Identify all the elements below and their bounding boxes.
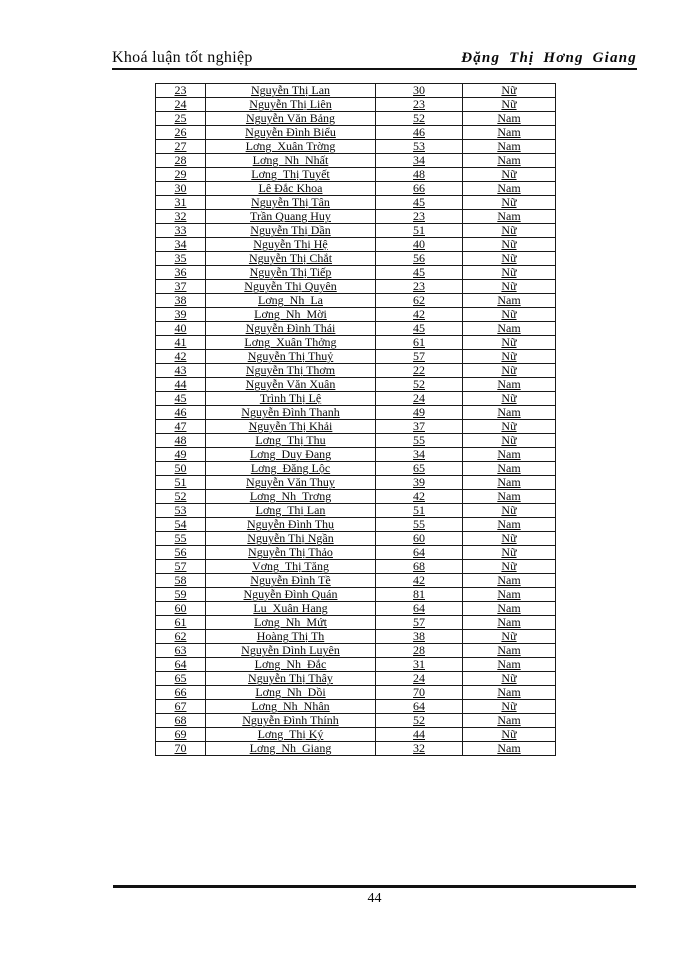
cell-name: Nguyễn Đình Quán bbox=[206, 588, 376, 602]
cell-gender: Nam bbox=[463, 378, 556, 392]
cell-no: 41 bbox=[156, 336, 206, 350]
cell-age: 42 bbox=[376, 574, 463, 588]
table-row bbox=[156, 322, 556, 336]
cell-name: Hoàng Thị Th bbox=[206, 630, 376, 644]
cell-no: 65 bbox=[156, 672, 206, 686]
cell-name: Nguyễn Thị Hệ bbox=[206, 238, 376, 252]
cell-no: 25 bbox=[156, 112, 206, 126]
cell-name: Lơng Nh Giang bbox=[206, 742, 376, 756]
author-name: Đặng Thị Hơng Giang bbox=[461, 50, 637, 66]
cell-age: 32 bbox=[376, 742, 463, 756]
cell-gender: Nữ bbox=[463, 364, 556, 378]
cell-age: 42 bbox=[376, 490, 463, 504]
cell-gender: Nữ bbox=[463, 266, 556, 280]
cell-name: Nguyễn Thị Ngần bbox=[206, 532, 376, 546]
cell-name: Lơng Thị Thu bbox=[206, 434, 376, 448]
table-row bbox=[156, 84, 556, 98]
cell-name: Nguyễn Thị Khải bbox=[206, 420, 376, 434]
cell-age: 52 bbox=[376, 112, 463, 126]
cell-age: 51 bbox=[376, 224, 463, 238]
cell-gender: Nam bbox=[463, 658, 556, 672]
cell-no: 30 bbox=[156, 182, 206, 196]
cell-name: Nguyễn Thị Thuỷ bbox=[206, 350, 376, 364]
cell-age: 51 bbox=[376, 504, 463, 518]
cell-age: 64 bbox=[376, 602, 463, 616]
table-row bbox=[156, 546, 556, 560]
cell-no: 23 bbox=[156, 84, 206, 98]
cell-gender: Nam bbox=[463, 588, 556, 602]
cell-name: Trình Thị Lệ bbox=[206, 392, 376, 406]
cell-age: 64 bbox=[376, 546, 463, 560]
cell-age: 81 bbox=[376, 588, 463, 602]
cell-no: 63 bbox=[156, 644, 206, 658]
cell-gender: Nữ bbox=[463, 392, 556, 406]
table-row bbox=[156, 280, 556, 294]
cell-no: 56 bbox=[156, 546, 206, 560]
cell-no: 42 bbox=[156, 350, 206, 364]
table-row bbox=[156, 714, 556, 728]
cell-no: 40 bbox=[156, 322, 206, 336]
cell-gender: Nữ bbox=[463, 98, 556, 112]
cell-no: 64 bbox=[156, 658, 206, 672]
table-row bbox=[156, 742, 556, 756]
cell-no: 57 bbox=[156, 560, 206, 574]
cell-name: Lơng Nh Mời bbox=[206, 308, 376, 322]
cell-gender: Nam bbox=[463, 490, 556, 504]
cell-gender: Nữ bbox=[463, 168, 556, 182]
cell-gender: Nam bbox=[463, 126, 556, 140]
cell-age: 45 bbox=[376, 266, 463, 280]
cell-gender: Nam bbox=[463, 112, 556, 126]
cell-age: 30 bbox=[376, 84, 463, 98]
page-number: 44 bbox=[367, 891, 382, 906]
table-row bbox=[156, 602, 556, 616]
cell-no: 66 bbox=[156, 686, 206, 700]
cell-name: Trần Quang Huy bbox=[206, 210, 376, 224]
cell-name: Lơng Xuân Trờng bbox=[206, 140, 376, 154]
cell-name: Nguyễn Văn Bảng bbox=[206, 112, 376, 126]
table-row bbox=[156, 728, 556, 742]
cell-gender: Nam bbox=[463, 476, 556, 490]
cell-gender: Nữ bbox=[463, 252, 556, 266]
cell-no: 32 bbox=[156, 210, 206, 224]
cell-name: Nguyễn Dình Luyên bbox=[206, 644, 376, 658]
cell-no: 51 bbox=[156, 476, 206, 490]
cell-age: 66 bbox=[376, 182, 463, 196]
cell-name: Nguyễn Thị Liên bbox=[206, 98, 376, 112]
table-row bbox=[156, 392, 556, 406]
cell-no: 53 bbox=[156, 504, 206, 518]
cell-no: 46 bbox=[156, 406, 206, 420]
cell-age: 23 bbox=[376, 98, 463, 112]
table-row bbox=[156, 336, 556, 350]
table-row bbox=[156, 238, 556, 252]
table-row bbox=[156, 686, 556, 700]
cell-gender: Nữ bbox=[463, 434, 556, 448]
cell-gender: Nữ bbox=[463, 504, 556, 518]
cell-no: 33 bbox=[156, 224, 206, 238]
cell-gender: Nam bbox=[463, 686, 556, 700]
cell-gender: Nữ bbox=[463, 308, 556, 322]
cell-name: Lơng Nh Đắc bbox=[206, 658, 376, 672]
cell-no: 28 bbox=[156, 154, 206, 168]
cell-no: 43 bbox=[156, 364, 206, 378]
cell-age: 24 bbox=[376, 392, 463, 406]
cell-name: Lơng Nh Trơng bbox=[206, 490, 376, 504]
cell-gender: Nữ bbox=[463, 546, 556, 560]
cell-no: 27 bbox=[156, 140, 206, 154]
cell-no: 37 bbox=[156, 280, 206, 294]
cell-age: 22 bbox=[376, 364, 463, 378]
table-row bbox=[156, 434, 556, 448]
table-row bbox=[156, 98, 556, 112]
cell-gender: Nam bbox=[463, 602, 556, 616]
cell-no: 24 bbox=[156, 98, 206, 112]
cell-age: 57 bbox=[376, 616, 463, 630]
table-row bbox=[156, 560, 556, 574]
cell-name: Nguyễn Thị Thơm bbox=[206, 364, 376, 378]
table-row bbox=[156, 308, 556, 322]
table-row bbox=[156, 700, 556, 714]
cell-no: 49 bbox=[156, 448, 206, 462]
cell-name: Nguyễn Đình Thính bbox=[206, 714, 376, 728]
cell-age: 42 bbox=[376, 308, 463, 322]
cell-no: 67 bbox=[156, 700, 206, 714]
cell-gender: Nam bbox=[463, 322, 556, 336]
table-row bbox=[156, 168, 556, 182]
cell-gender: Nữ bbox=[463, 196, 556, 210]
cell-gender: Nữ bbox=[463, 84, 556, 98]
cell-gender: Nữ bbox=[463, 560, 556, 574]
cell-age: 34 bbox=[376, 154, 463, 168]
cell-no: 47 bbox=[156, 420, 206, 434]
cell-name: Nguyễn Thị Chắt bbox=[206, 252, 376, 266]
page-header bbox=[112, 42, 637, 70]
cell-age: 28 bbox=[376, 644, 463, 658]
table-row bbox=[156, 588, 556, 602]
cell-age: 40 bbox=[376, 238, 463, 252]
cell-name: Lơng Xuân Thởng bbox=[206, 336, 376, 350]
document-title: Khoá luận tốt nghiệp bbox=[112, 49, 253, 66]
cell-gender: Nữ bbox=[463, 420, 556, 434]
cell-name: Lu Xuân Hang bbox=[206, 602, 376, 616]
cell-name: Lơng Nh Dồi bbox=[206, 686, 376, 700]
cell-age: 37 bbox=[376, 420, 463, 434]
cell-age: 23 bbox=[376, 280, 463, 294]
table-row bbox=[156, 504, 556, 518]
cell-gender: Nữ bbox=[463, 630, 556, 644]
table-row bbox=[156, 462, 556, 476]
cell-no: 50 bbox=[156, 462, 206, 476]
cell-name: Nguyễn Thị Lan bbox=[206, 84, 376, 98]
cell-gender: Nam bbox=[463, 448, 556, 462]
cell-name: Lơng Thị Tuyết bbox=[206, 168, 376, 182]
cell-no: 70 bbox=[156, 742, 206, 756]
cell-no: 34 bbox=[156, 238, 206, 252]
cell-gender: Nam bbox=[463, 210, 556, 224]
table-row bbox=[156, 574, 556, 588]
cell-age: 24 bbox=[376, 672, 463, 686]
table-row bbox=[156, 112, 556, 126]
cell-gender: Nam bbox=[463, 294, 556, 308]
cell-gender: Nam bbox=[463, 616, 556, 630]
table-row bbox=[156, 252, 556, 266]
cell-gender: Nữ bbox=[463, 672, 556, 686]
table-row bbox=[156, 364, 556, 378]
cell-no: 45 bbox=[156, 392, 206, 406]
roster-table bbox=[155, 83, 556, 756]
table-row bbox=[156, 294, 556, 308]
cell-age: 70 bbox=[376, 686, 463, 700]
table-row bbox=[156, 420, 556, 434]
roster-table-body bbox=[156, 84, 556, 756]
cell-gender: Nam bbox=[463, 462, 556, 476]
cell-gender: Nữ bbox=[463, 224, 556, 238]
footer-rule bbox=[113, 885, 636, 888]
cell-name: Nguyễn Thị Tân bbox=[206, 196, 376, 210]
cell-name: Nguyễn Thị Dần bbox=[206, 224, 376, 238]
table-row bbox=[156, 350, 556, 364]
cell-gender: Nữ bbox=[463, 700, 556, 714]
table-row bbox=[156, 490, 556, 504]
cell-name: Lơng Thị Lan bbox=[206, 504, 376, 518]
cell-no: 61 bbox=[156, 616, 206, 630]
cell-no: 35 bbox=[156, 252, 206, 266]
cell-age: 55 bbox=[376, 518, 463, 532]
cell-no: 69 bbox=[156, 728, 206, 742]
cell-gender: Nam bbox=[463, 182, 556, 196]
cell-age: 45 bbox=[376, 196, 463, 210]
cell-no: 68 bbox=[156, 714, 206, 728]
cell-gender: Nam bbox=[463, 742, 556, 756]
cell-no: 52 bbox=[156, 490, 206, 504]
cell-name: Nguyễn Đình Biểu bbox=[206, 126, 376, 140]
cell-name: Nguyễn Đình Tề bbox=[206, 574, 376, 588]
cell-name: Nguyễn Thị Quyên bbox=[206, 280, 376, 294]
table-row bbox=[156, 616, 556, 630]
cell-name: Nguyễn Thị Thây bbox=[206, 672, 376, 686]
cell-no: 39 bbox=[156, 308, 206, 322]
cell-no: 62 bbox=[156, 630, 206, 644]
cell-gender: Nữ bbox=[463, 350, 556, 364]
cell-age: 39 bbox=[376, 476, 463, 490]
cell-gender: Nam bbox=[463, 406, 556, 420]
cell-name: Nguyễn Thị Thảo bbox=[206, 546, 376, 560]
cell-no: 44 bbox=[156, 378, 206, 392]
table-row bbox=[156, 644, 556, 658]
cell-name: Lơng Nh Mứt bbox=[206, 616, 376, 630]
cell-age: 65 bbox=[376, 462, 463, 476]
cell-gender: Nam bbox=[463, 644, 556, 658]
cell-age: 48 bbox=[376, 168, 463, 182]
table-row bbox=[156, 672, 556, 686]
table-row bbox=[156, 266, 556, 280]
cell-name: Nguyễn Văn Xuân bbox=[206, 378, 376, 392]
cell-no: 36 bbox=[156, 266, 206, 280]
cell-age: 52 bbox=[376, 378, 463, 392]
cell-age: 68 bbox=[376, 560, 463, 574]
cell-age: 34 bbox=[376, 448, 463, 462]
cell-name: Nguyễn Đình Thái bbox=[206, 322, 376, 336]
cell-no: 54 bbox=[156, 518, 206, 532]
table-row bbox=[156, 196, 556, 210]
cell-no: 31 bbox=[156, 196, 206, 210]
cell-age: 46 bbox=[376, 126, 463, 140]
cell-no: 59 bbox=[156, 588, 206, 602]
cell-age: 60 bbox=[376, 532, 463, 546]
cell-name: Lơng Nh Nhân bbox=[206, 700, 376, 714]
cell-no: 48 bbox=[156, 434, 206, 448]
cell-no: 29 bbox=[156, 168, 206, 182]
cell-no: 26 bbox=[156, 126, 206, 140]
table-row bbox=[156, 126, 556, 140]
cell-age: 52 bbox=[376, 714, 463, 728]
table-row bbox=[156, 210, 556, 224]
cell-no: 58 bbox=[156, 574, 206, 588]
cell-name: Lơng Duy Đang bbox=[206, 448, 376, 462]
cell-age: 31 bbox=[376, 658, 463, 672]
cell-age: 23 bbox=[376, 210, 463, 224]
cell-age: 56 bbox=[376, 252, 463, 266]
table-row bbox=[156, 140, 556, 154]
cell-name: Nguyễn Đình Thụ bbox=[206, 518, 376, 532]
cell-gender: Nữ bbox=[463, 238, 556, 252]
table-row bbox=[156, 378, 556, 392]
cell-name: Nguyễn Thị Tiếp bbox=[206, 266, 376, 280]
cell-age: 38 bbox=[376, 630, 463, 644]
cell-gender: Nữ bbox=[463, 336, 556, 350]
cell-gender: Nam bbox=[463, 714, 556, 728]
cell-age: 45 bbox=[376, 322, 463, 336]
table-row bbox=[156, 532, 556, 546]
cell-gender: Nam bbox=[463, 154, 556, 168]
cell-no: 38 bbox=[156, 294, 206, 308]
cell-age: 53 bbox=[376, 140, 463, 154]
cell-age: 62 bbox=[376, 294, 463, 308]
cell-gender: Nam bbox=[463, 140, 556, 154]
cell-name: Lơng Đăng Lộc bbox=[206, 462, 376, 476]
table-row bbox=[156, 518, 556, 532]
cell-age: 57 bbox=[376, 350, 463, 364]
cell-age: 64 bbox=[376, 700, 463, 714]
cell-gender: Nam bbox=[463, 518, 556, 532]
cell-no: 55 bbox=[156, 532, 206, 546]
table-row bbox=[156, 630, 556, 644]
cell-name: Lơng Nh Nhất bbox=[206, 154, 376, 168]
cell-gender: Nữ bbox=[463, 532, 556, 546]
cell-name: Lơng Nh La bbox=[206, 294, 376, 308]
cell-name: Nguyễn Văn Thuy bbox=[206, 476, 376, 490]
table-row bbox=[156, 154, 556, 168]
cell-age: 44 bbox=[376, 728, 463, 742]
cell-age: 55 bbox=[376, 434, 463, 448]
table-row bbox=[156, 406, 556, 420]
table-row bbox=[156, 182, 556, 196]
cell-gender: Nam bbox=[463, 574, 556, 588]
cell-name: Lơng Thị Ký bbox=[206, 728, 376, 742]
table-row bbox=[156, 476, 556, 490]
table-row bbox=[156, 658, 556, 672]
cell-age: 49 bbox=[376, 406, 463, 420]
cell-age: 61 bbox=[376, 336, 463, 350]
cell-gender: Nữ bbox=[463, 280, 556, 294]
cell-no: 60 bbox=[156, 602, 206, 616]
cell-name: Nguyễn Đình Thanh bbox=[206, 406, 376, 420]
cell-gender: Nữ bbox=[463, 728, 556, 742]
table-row bbox=[156, 448, 556, 462]
cell-name: Vơng Thị Tăng bbox=[206, 560, 376, 574]
table-row bbox=[156, 224, 556, 238]
cell-name: Lê Đắc Khoa bbox=[206, 182, 376, 196]
